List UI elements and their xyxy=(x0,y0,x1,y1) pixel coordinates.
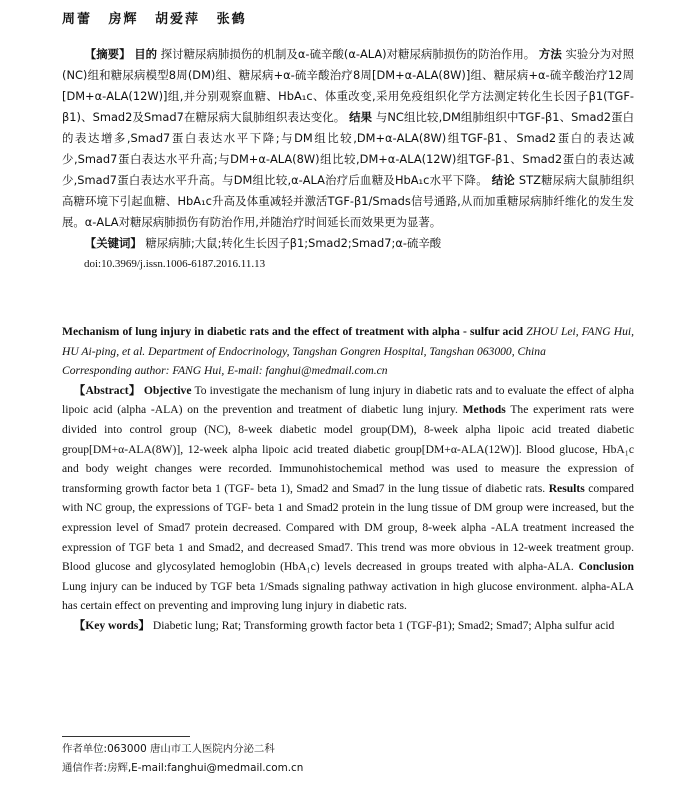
cn-abstract-label: 【摘要】 xyxy=(84,47,131,61)
english-affiliation: Department of Endocrinology, Tangshan Gongren Hospital, Tangshan 063000, China xyxy=(148,344,546,358)
english-authors: ZHOU Lei, FANG Hui, HU Ai-ping, et al. xyxy=(62,325,634,358)
cn-keywords-label: 【关键词】 xyxy=(84,236,142,250)
en-methods-heading: Methods xyxy=(462,403,506,417)
en-keywords-text: Diabetic lung; Rat; Transforming growth factor beta 1 (TGF-β1); Smad2; Smad7; Alpha sulfur acid xyxy=(152,618,615,632)
en-methods-text: The experiment rats were divided into control group (NC), 8-week diabetic model group(DM), 8-week alpha lipoic acid treated diabetic group[DM+α-ALA(8W)], 12-week alpha lipoic acid treated diabetic group[DM+α-ALA(12W)]. Blood glucose, HbA₁c and body weight changes were recorded. Immunohistochemical method was used to measure the expression of transforming growth factor beta 1 (TGF- beta 1), Smad2 and Smad7 in the lung tissue of diabetic rats. xyxy=(62,403,634,495)
chinese-abstract-body xyxy=(62,44,634,233)
cn-results-heading: 结果 xyxy=(349,110,373,124)
chinese-keywords xyxy=(62,233,634,254)
en-abstract-label: 【Abstract】 xyxy=(73,383,141,397)
en-conclusion-text: Lung injury can be induced by TGF beta 1/Smads signaling pathway activation in high glucose environment. alpha-ALA has certain effect on preventing and improving lung injury in diabetic rats. xyxy=(62,579,634,613)
english-abstract-block xyxy=(62,322,634,636)
cn-conclusion-heading: 结论 xyxy=(491,173,515,187)
cn-objective-heading: 目的 xyxy=(134,47,158,61)
english-title: Mechanism of lung injury in diabetic rats and the effect of treatment with alpha - sulfur acid xyxy=(62,325,524,338)
english-corresponding-author: Corresponding author: FANG Hui, E-mail: fanghui@medmail.com.cn xyxy=(62,364,388,378)
authors-chinese: 周蕾 房辉 胡爱萍 张鹤 xyxy=(62,12,247,27)
footnote-corresponding: 通信作者:房辉,E-mail:fanghui@medmail.com.cn xyxy=(62,762,304,774)
english-keywords xyxy=(62,616,634,636)
en-objective-text: To investigate the mechanism of lung injury in diabetic rats and to evaluate the effect of alpha lipoic acid (alpha -ALA) on the prevention and treatment of diabetic lung injury. xyxy=(62,383,634,417)
cn-results-text: 与NC组比较,DM组肺组织中TGF-β1、Smad2蛋白的表达增多,Smad7蛋白表达水平下降;与DM组比较,DM+α-ALA(8W)组TGF-β1、Smad2蛋白的表达减少,Smad7蛋白表达水平升高;与DM+α-ALA(8W)组比较,DM+α-ALA(12W)组TGF-β1、Smad2蛋白的表达减少,Smad7蛋白表达水平升高。与DM组比较,α-ALA治疗后血糖及HbA₁c水平下降。 xyxy=(62,110,634,187)
english-title-line xyxy=(62,322,634,361)
chinese-abstract xyxy=(62,44,634,275)
english-abstract-body xyxy=(62,381,634,616)
footnote-author-unit: 作者单位:063000 唐山市工人医院内分泌二科 xyxy=(62,743,275,755)
doi-line: doi:10.3969/j.issn.1006-6187.2016.11.13 xyxy=(84,258,266,270)
cn-methods-heading: 方法 xyxy=(538,47,562,61)
cn-conclusion-text: STZ糖尿病大鼠肺组织高糖环境下引起血糖、HbA₁c升高及体重减轻并激活TGF-β1/Smads信号通路,从而加重糖尿病肺纤维化的发生发展。α-ALA对糖尿病肺损伤有防治作用,并随治疗时间延长而效果更为显著。 xyxy=(62,173,634,229)
cn-methods-text: 实验分为对照(NC)组和糖尿病模型8周(DM)组、糖尿病+α-硫辛酸治疗8周[DM+α-ALA(8W)]组、糖尿病+α-硫辛酸治疗12周[DM+α-ALA(12W)]组,并分别观察血糖、HbA₁c、体重改变,采用免疫组织化学方法测定转化生长因子β1(TGF-β1)、Smad2及Smad7在糖尿病大鼠肺组织表达变化。 xyxy=(62,47,635,124)
footnote-divider xyxy=(62,736,190,737)
en-conclusion-heading: Conclusion xyxy=(578,560,634,574)
en-results-text: compared with NC group, the expressions of TGF- beta 1 and Smad2 protein in the lung tissue of DM group were increased, but the expression level of Smad7 protein decreased. Compared with DM group, 8-week alpha -ALA treatment increased the expression of TGF beta 1 and Smad2, and decreased Smad7. This trend was more obvious in 12-week treatment group. Blood glucose and glycosylated hemoglobin (HbA₁c) levels decreased in groups treated with alpha-ALA. xyxy=(62,481,634,574)
en-results-heading: Results xyxy=(548,481,585,495)
en-keywords-label: 【Key words】 xyxy=(73,618,150,632)
en-objective-heading: Objective xyxy=(143,383,192,397)
cn-objective-text: 探讨糖尿病肺损伤的机制及α-硫辛酸(α-ALA)对糖尿病肺损伤的防治作用。 xyxy=(160,47,536,61)
cn-keywords-text: 糖尿病肺;大鼠;转化生长因子β1;Smad2;Smad7;α-硫辛酸 xyxy=(145,236,442,250)
